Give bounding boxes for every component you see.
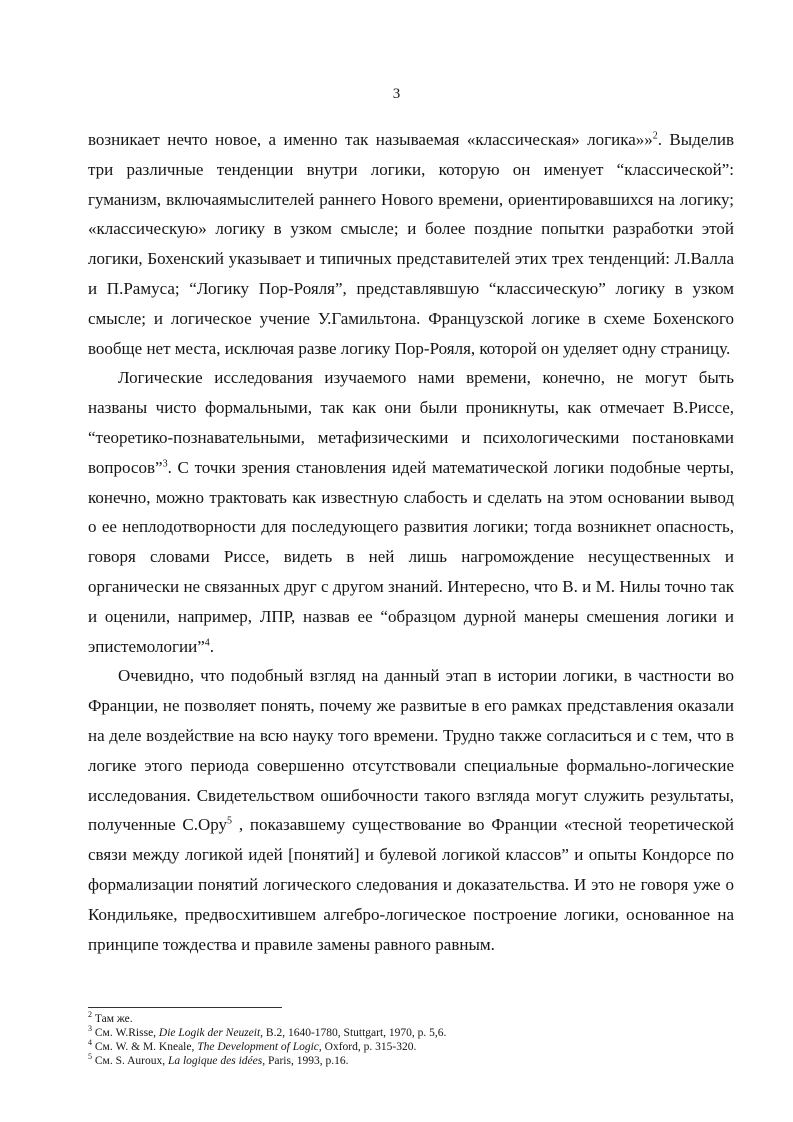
paragraph-2 [88, 363, 734, 661]
paragraph-1-text-a: возникает нечто новое, а именно так называемая «классическая» логика»» [88, 130, 653, 149]
paragraph-2-text-b: . С точки зрения становления идей математической логики подобные черты, конечно, можно трактовать как известную слабость и сделать на этом основании вывод о ее неплодотворности для последующего развития логики; тогда возникнет опасность, говоря словами Риссе, видеть в ней лишь нагромождение несущественных и органически не связанных друг с другом знаний. Интересно, что В. и М. Нилы точно так и оценили, например, ЛПР, назвав ее “образцом дурной манеры смешения логики и эпистемологии” [88, 457, 734, 656]
footnote-3 [88, 1026, 734, 1040]
footnote-number: 2 [88, 1010, 92, 1020]
paragraph-3 [88, 661, 734, 959]
paragraph-2-text-c: . [209, 636, 214, 656]
footnote-divider [88, 1007, 282, 1008]
footnote-text: Там же. [92, 1013, 133, 1025]
paragraph-3-text-b: , показавшему существование во Франции «тесной теоретической связи между логикой идей [понятий] и булевой логикой классов” и опыты Кондорсе по формализации понятий логического следования и доказательства. И это не говоря уже о Кондильяке, предвосхитившем алгебро-логическое построение логики, основанное на принципе тождества и правиле замены равного равным. [88, 815, 734, 954]
footnote-title: Die Logik der Neuzeit, [158, 1027, 264, 1039]
footnote-text: Paris, 1993, p.16. [265, 1055, 349, 1067]
footnote-title: La logique des idées, [167, 1055, 266, 1067]
footnote-text: B.2, 1640-1780, Stuttgart, 1970, p. 5,6. [263, 1027, 447, 1039]
footnote-number: 4 [88, 1038, 92, 1048]
footnotes [88, 1012, 734, 1068]
paragraph-3-text-a: Очевидно, что подобный взгляд на данный этап в истории логики, в частности во Франции, не позволяет понять, почему же развитые в его рамках представления оказали на деле воздействие на всю науку того времени. Трудно также согласиться и с тем, что в логике этого периода совершенно отсутствовали специальные формально-логические исследования. Свидетельством ошибочности такого взгляда могут служить результаты, полученные С.Ору [88, 666, 734, 835]
footnote-title: The Development of Logic, [197, 1041, 322, 1053]
footnote-ref-4: 4 [204, 636, 210, 648]
footnote-2 [88, 1012, 734, 1026]
footnote-text: Oxford, p. 315-320. [321, 1041, 417, 1053]
paragraph-1 [88, 125, 734, 363]
paragraph-1-text-b: . Выделив три различные тенденции внутри логики, которую он именует “классической”: гуманизм, включаямыслителей раннего Нового времени, ориентировавшихся на логику; «классическую» логику в узком смысле; и более поздние попытки разработки этой логики, Бохенский указывает и типичных представителей этих трех тенденций: Л.Валла и П.Рамуса; “Логику Пор-Рояля”, представлявшую “классическую” логику в узком смысле; и логическое учение У.Гамильтона. Французской логике в схеме Бохенского вообще нет места, исключая разве логику Пор-Рояля, которой он уделяет одну страницу. [88, 130, 734, 358]
paragraph-2-text-a: Логические исследования изучаемого нами времени, конечно, не могут быть названы чисто формальными, так как они были проникнуты, как отмечает В.Риссе, “теоретико-познавательными, метафизическими и психологическими постановками вопросов” [88, 368, 734, 477]
footnote-ref-5: 5 [227, 815, 233, 827]
footnote-5 [88, 1054, 734, 1068]
footnote-number: 5 [88, 1052, 92, 1062]
footnote-ref-3: 3 [162, 458, 168, 470]
footnote-ref-2: 2 [652, 130, 658, 142]
footnote-text: См. W.Risse, [92, 1027, 159, 1039]
footnote-4 [88, 1040, 734, 1054]
footnote-text: См. S. Auroux, [92, 1055, 168, 1067]
page-number: 3 [392, 86, 401, 102]
footnote-number: 3 [88, 1024, 92, 1034]
footnote-text: См. W. & M. Kneale, [92, 1041, 198, 1053]
body-text [88, 125, 734, 959]
